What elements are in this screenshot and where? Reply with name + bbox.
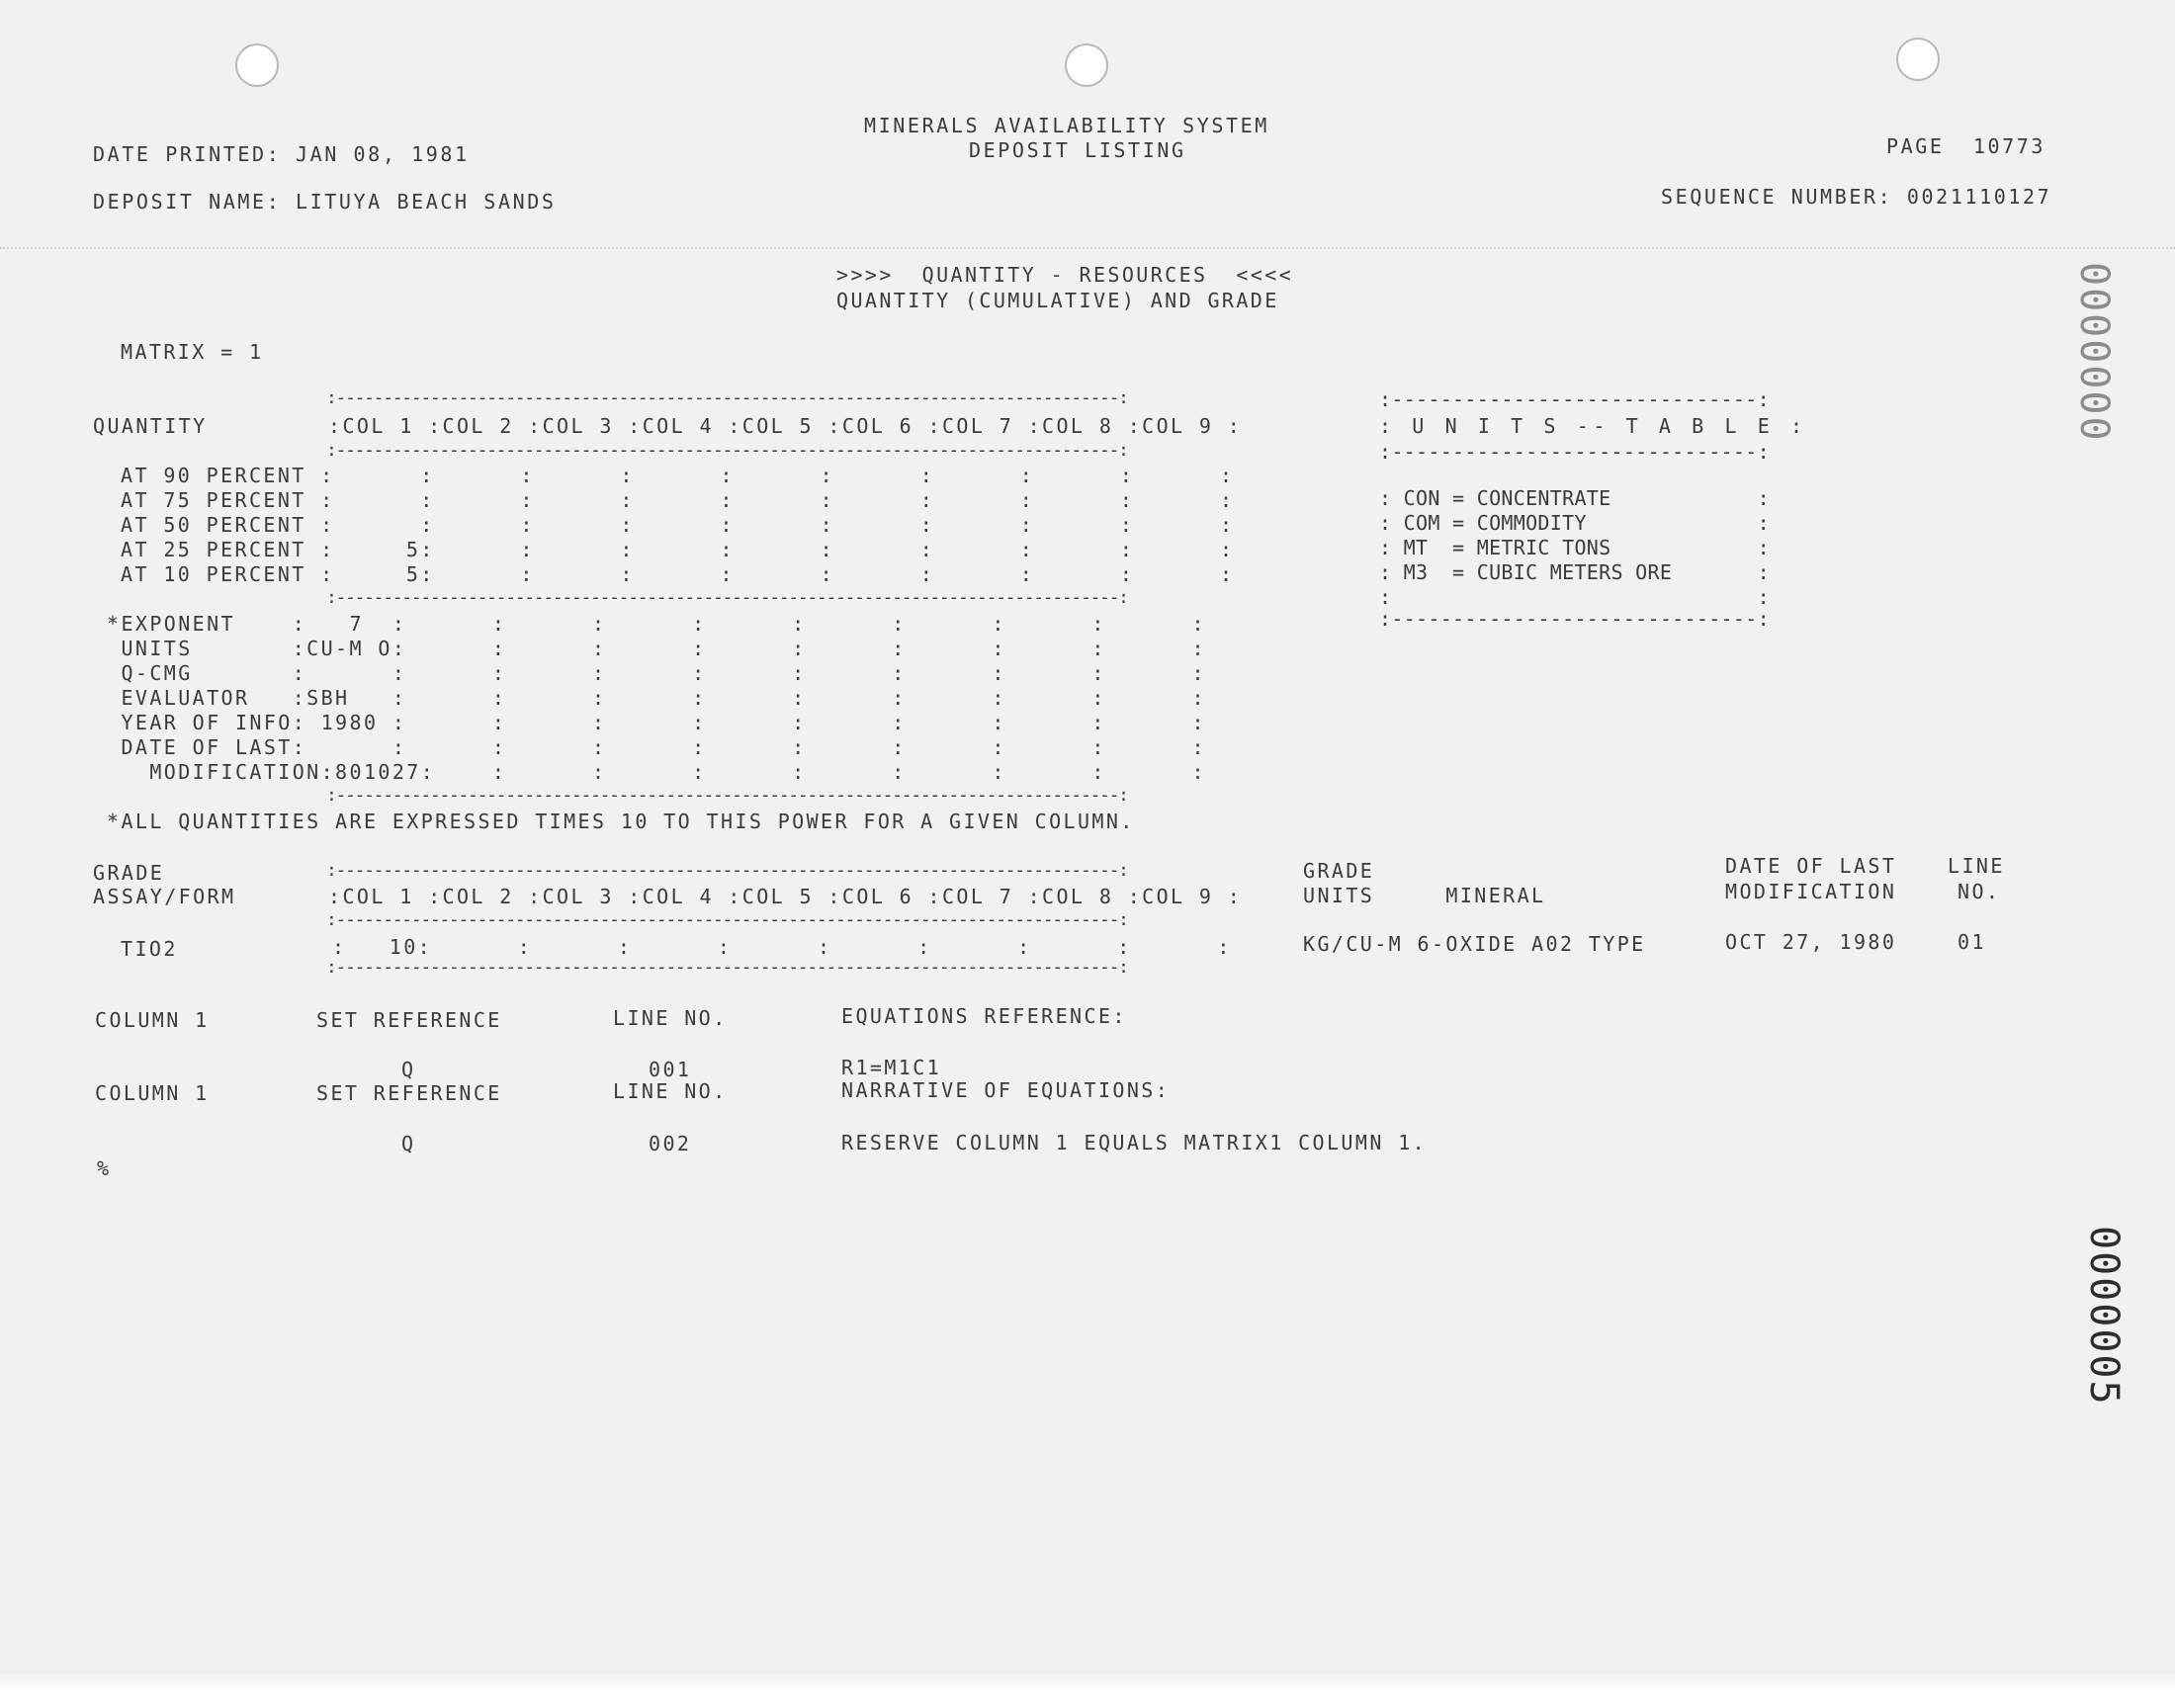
line-no-heading: NO.	[1958, 880, 2001, 903]
attribute-row: YEAR OF INFO: 1980 : : : : : : : : :	[107, 711, 1206, 734]
units-table-entry: : MT = METRIC TONS :	[1379, 536, 1770, 559]
units-table-rule: :------------------------------:	[1379, 607, 1770, 631]
attribute-row: UNITS :CU-M O: : : : : : : : :	[107, 637, 1206, 660]
grade-row-values: : 10: : : : : : : : :	[332, 935, 1232, 959]
section-subtitle: QUANTITY (CUMULATIVE) AND GRADE	[836, 289, 1279, 312]
narrative-heading: NARRATIVE OF EQUATIONS:	[841, 1078, 1171, 1102]
modification-heading: MODIFICATION	[1725, 880, 1897, 903]
quantity-label: QUANTITY	[93, 414, 208, 438]
system-title: MINERALS AVAILABILITY SYSTEM	[864, 114, 1269, 137]
punch-hole-center	[1065, 43, 1108, 87]
reference-set-heading-1: SET REFERENCE	[316, 1008, 502, 1032]
quantity-table-rule: :-----------------------------------------------------------------------------------:	[326, 587, 1128, 608]
grade-line-number: 01	[1958, 930, 1986, 954]
quantity-row: AT 50 PERCENT : : : : : : : : : :	[121, 513, 1235, 537]
quantity-row: AT 75 PERCENT : : : : : : : : : :	[121, 488, 1235, 512]
grade-row-label: TIO2	[121, 937, 178, 961]
matrix-label: MATRIX = 1	[121, 340, 264, 364]
units-table-entry: : M3 = CUBIC METERS ORE :	[1379, 560, 1770, 584]
quantity-column-header: :COL 1 :COL 2 :COL 3 :COL 4 :COL 5 :COL 6 :COL 7 :COL 8 :COL 9 :	[328, 414, 1243, 438]
units-table-rule: :------------------------------:	[1379, 387, 1770, 411]
sequence-number: SEQUENCE NUMBER: 0021110127	[1661, 185, 2052, 209]
equation-value: R1=M1C1	[841, 1056, 942, 1079]
reference-column-1: COLUMN 1	[95, 1008, 210, 1032]
reference-set-value-1: Q	[401, 1058, 416, 1081]
units-table-entry: : CON = CONCENTRATE :	[1379, 486, 1770, 510]
side-stamp-upper: 0000000	[2071, 262, 2117, 443]
line-heading: LINE	[1948, 854, 2005, 878]
quantity-table-rule: :-----------------------------------------------------------------------------------:	[326, 387, 1128, 408]
reference-line-heading-1: LINE NO.	[613, 1006, 728, 1030]
units-table-entry: : COM = COMMODITY :	[1379, 511, 1770, 535]
punch-hole-right	[1896, 38, 1940, 81]
reference-set-value-2: Q	[401, 1132, 416, 1155]
grade-label: GRADE	[93, 861, 165, 885]
quantity-table-rule: :-----------------------------------------------------------------------------------:	[326, 440, 1128, 461]
section-title: >>>> QUANTITY - RESOURCES <<<<	[836, 263, 1294, 287]
grade-modification-date: OCT 27, 1980	[1725, 930, 1897, 954]
reference-set-heading-2: SET REFERENCE	[316, 1081, 502, 1105]
units-mineral-heading: UNITS MINERAL	[1303, 884, 1546, 907]
attribute-row: MODIFICATION:801027: : : : : : : : :	[107, 760, 1206, 784]
equations-reference-heading: EQUATIONS REFERENCE:	[841, 1004, 1127, 1028]
grade-units-mineral-value: KG/CU-M 6-OXIDE A02 TYPE	[1303, 932, 1646, 956]
narrative-value: RESERVE COLUMN 1 EQUALS MATRIX1 COLUMN 1.	[841, 1131, 1428, 1154]
date-of-last-heading: DATE OF LAST	[1725, 854, 1897, 878]
side-stamp-lower: 0000005	[2081, 1226, 2127, 1407]
grade-column-header: :COL 1 :COL 2 :COL 3 :COL 4 :COL 5 :COL 6 :COL 7 :COL 8 :COL 9 :	[328, 885, 1243, 908]
reference-line-heading-2: LINE NO.	[613, 1079, 728, 1103]
quantity-row: AT 25 PERCENT : 5: : : : : : : : :	[121, 538, 1235, 561]
grade-table-rule: :-----------------------------------------------------------------------------------:	[326, 860, 1128, 881]
date-printed: DATE PRINTED: JAN 08, 1981	[93, 142, 470, 166]
grade-table-rule: :-----------------------------------------------------------------------------------:	[326, 909, 1128, 930]
exponent-footnote: *ALL QUANTITIES ARE EXPRESSED TIMES 10 TO THIS POWER FOR A GIVEN COLUMN.	[107, 810, 1135, 833]
units-table-rule: :------------------------------:	[1379, 440, 1770, 464]
perforation-line	[0, 247, 2175, 249]
attribute-row: Q-CMG : : : : : : : : : :	[107, 661, 1206, 685]
deposit-name: DEPOSIT NAME: LITUYA BEACH SANDS	[93, 190, 557, 214]
quantity-row: AT 90 PERCENT : : : : : : : : : :	[121, 464, 1235, 487]
grade-table-rule: :-----------------------------------------------------------------------------------:	[326, 957, 1128, 978]
assay-form-label: ASSAY/FORM	[93, 885, 236, 908]
attribute-row: DATE OF LAST: : : : : : : : : :	[107, 735, 1206, 759]
quantity-table-rule: :-----------------------------------------------------------------------------------:	[326, 785, 1128, 806]
units-table-title: : U N I T S -- T A B L E :	[1379, 414, 1807, 438]
quantity-row: AT 10 PERCENT : 5: : : : : : : : :	[121, 562, 1235, 586]
reference-line-value-2: 002	[649, 1132, 692, 1155]
punch-hole-left	[235, 43, 279, 87]
reference-line-value-1: 001	[649, 1058, 692, 1081]
listing-title: DEPOSIT LISTING	[969, 138, 1186, 162]
end-mark: %	[97, 1156, 112, 1180]
grade-units-heading: GRADE	[1303, 859, 1375, 883]
reference-column-2: COLUMN 1	[95, 1081, 210, 1105]
units-table-entry: : :	[1379, 585, 1770, 609]
page-number: PAGE 10773	[1886, 134, 2046, 158]
attribute-row: *EXPONENT : 7 : : : : : : : : :	[107, 612, 1206, 636]
attribute-row: EVALUATOR :SBH : : : : : : : : :	[107, 686, 1206, 710]
